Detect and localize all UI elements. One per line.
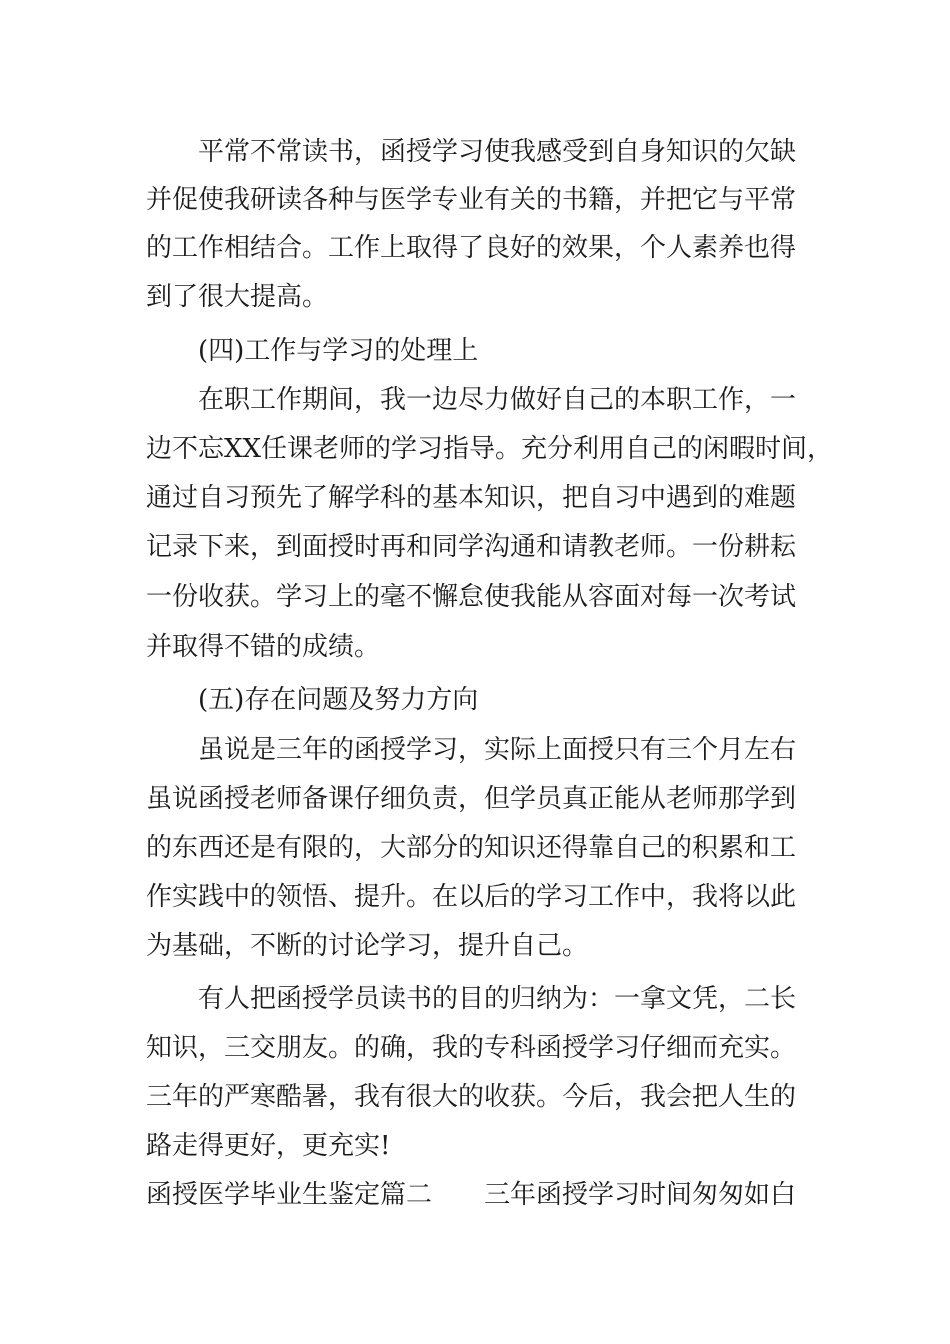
text-line: 在职工作期间，我一边尽力做好自己的本职工作，一 xyxy=(198,385,797,415)
text-line: 到了很大提高。 xyxy=(146,282,329,312)
text-line: 记录下来，到面授时再和同学沟通和请教老师。一份耕耘 xyxy=(146,532,797,562)
section-heading: (五)存在问题及努力方向 xyxy=(198,685,479,715)
text-line: 边不忘XX任课老师的学习指导。充分利用自己的闲暇时间， xyxy=(146,434,834,464)
article-heading: 函授医学毕业生鉴定篇二 xyxy=(146,1180,433,1210)
text-line: 知识，三交朋友。的确，我的专科函授学习仔细而充实。 xyxy=(146,1033,797,1063)
text-line: 通过自习预先了解学科的基本知识，把自习中遇到的难题 xyxy=(146,483,797,513)
text-line: 虽说是三年的函授学习，实际上面授只有三个月左右 xyxy=(198,735,797,765)
text-line: 为基础，不断的讨论学习，提升自己。 xyxy=(146,931,589,961)
text-line: 作实践中的领悟、提升。在以后的学习工作中，我将以此 xyxy=(146,882,797,912)
text-line: 有人把函授学员读书的目的归纳为：一拿文凭，二长 xyxy=(198,984,797,1014)
text-line: 三年的严寒酷暑，我有很大的收获。今后，我会把人生的 xyxy=(146,1082,797,1112)
text-line: 平常不常读书，函授学习使我感受到自身知识的欠缺 xyxy=(198,137,797,167)
text-line: 路走得更好，更充实! xyxy=(146,1131,391,1161)
text-line: 并取得不错的成绩。 xyxy=(146,632,381,662)
text-line: 的工作相结合。工作上取得了良好的效果，个人素养也得 xyxy=(146,233,797,263)
text-line: 并促使我研读各种与医学专业有关的书籍，并把它与平常 xyxy=(146,185,797,215)
text-line: 的东西还是有限的，大部分的知识还得靠自己的积累和工 xyxy=(146,833,797,863)
article-continuation: 三年函授学习时间匆匆如白 xyxy=(484,1180,797,1210)
text-line: 虽说函授老师备课仔细负责，但学员真正能从老师那学到 xyxy=(146,784,797,814)
text-line: 一份收获。学习上的毫不懈怠使我能从容面对每一次考试 xyxy=(146,582,797,612)
final-line xyxy=(146,1178,796,1212)
section-heading: (四)工作与学习的处理上 xyxy=(198,336,479,366)
